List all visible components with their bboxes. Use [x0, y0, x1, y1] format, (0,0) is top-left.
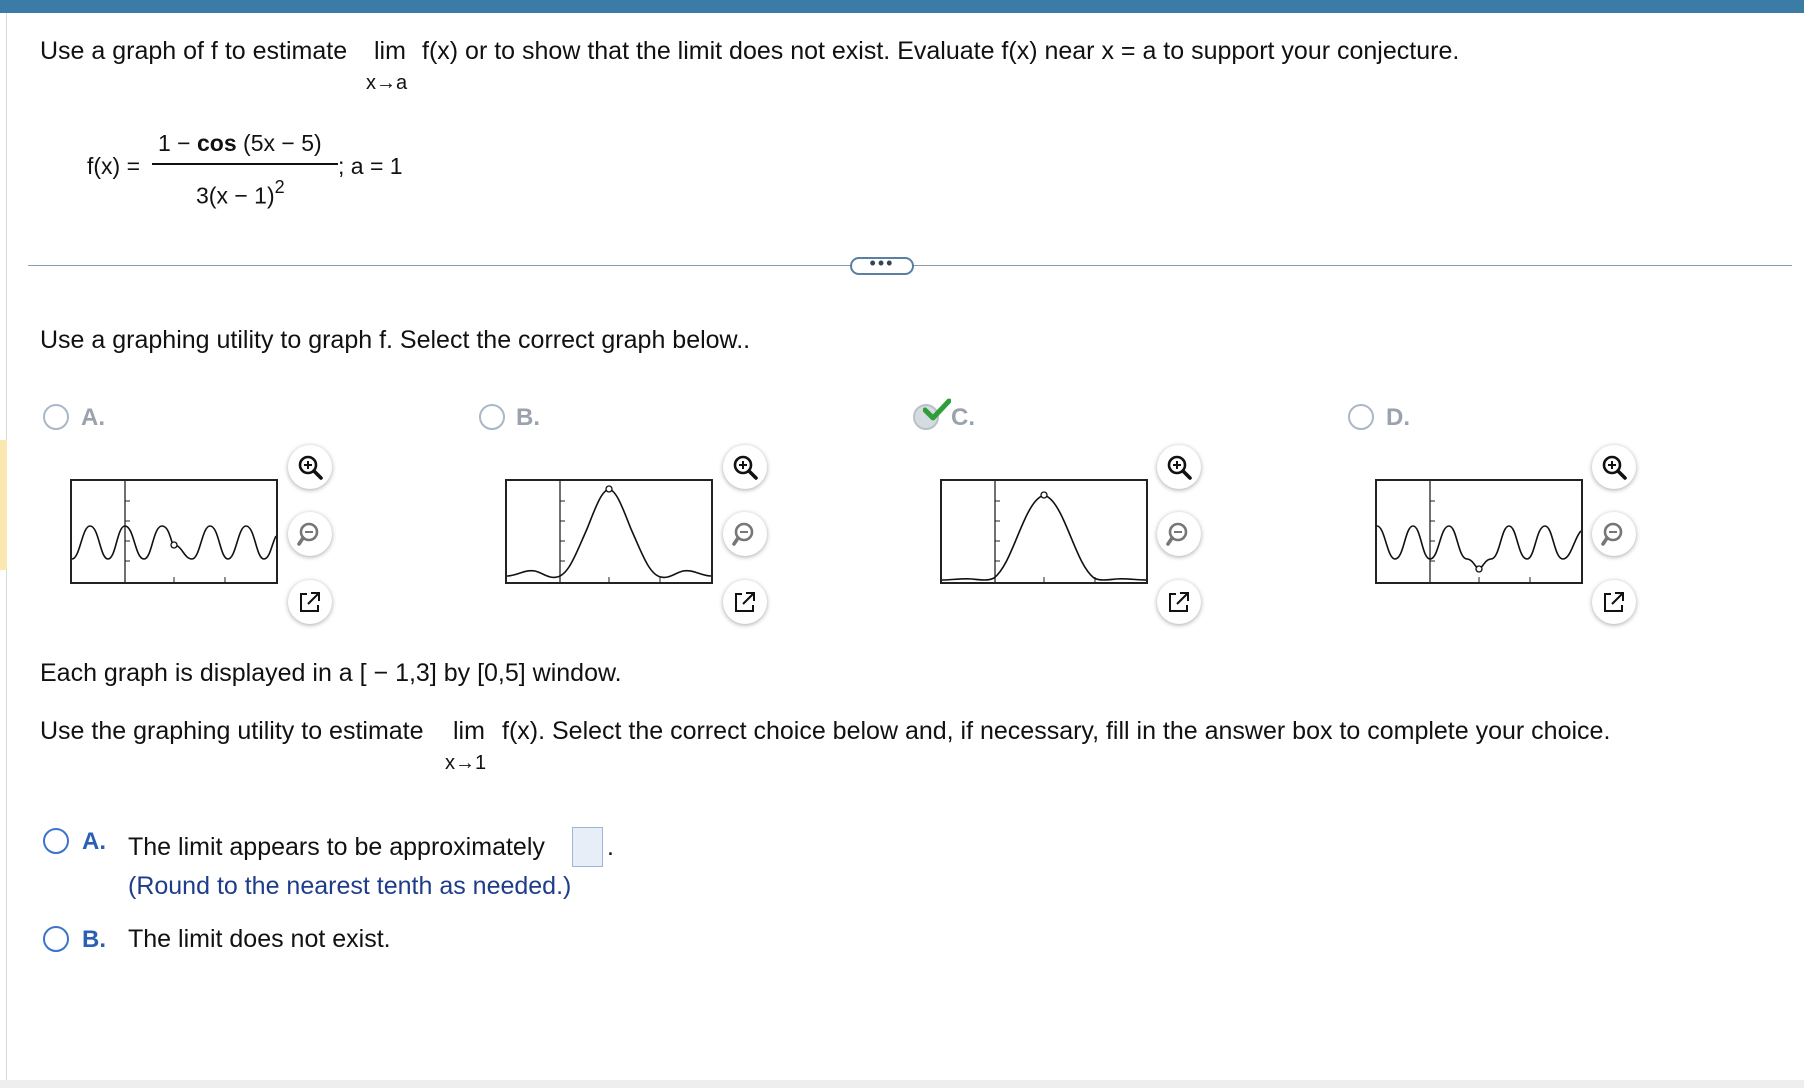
choice-a-period: . [607, 833, 614, 861]
limit-prompt-lim: lim [453, 717, 485, 745]
fraction-bar [152, 163, 338, 165]
open-graph-a-button[interactable] [288, 580, 332, 624]
zoom-in-c-button[interactable] [1157, 445, 1201, 489]
zoom-in-d-button[interactable] [1592, 445, 1636, 489]
limit-prompt-lim-subscript: x→1 [445, 752, 487, 774]
graph-option-a[interactable] [70, 479, 278, 584]
left-progress-marker [0, 440, 7, 570]
bottom-bar [0, 1080, 1804, 1088]
open-new-window-icon [732, 589, 758, 615]
choice-b-label: B. [82, 926, 106, 953]
open-graph-b-button[interactable] [723, 580, 767, 624]
zoom-in-b-button[interactable] [723, 445, 767, 489]
graph-option-a-label: A. [81, 404, 105, 431]
zoom-out-a-button[interactable] [288, 512, 332, 556]
graph-option-d[interactable] [1375, 479, 1583, 584]
graph-option-d-radio[interactable] [1348, 404, 1374, 430]
limit-prompt-end: f(x). Select the correct choice below and, if necessary, fill in the answer box to complete your choice. [502, 717, 1611, 745]
zoom-out-d-button[interactable] [1592, 512, 1636, 556]
top-bar [0, 0, 1804, 13]
zoom-in-icon [1166, 454, 1192, 480]
limit-prompt-start: Use the graphing utility to estimate [40, 717, 424, 745]
zoom-out-icon [1601, 521, 1627, 547]
expand-ellipsis-button[interactable]: ••• [850, 257, 914, 275]
function-lhs: f(x) = [87, 153, 141, 179]
open-new-window-icon [1166, 589, 1192, 615]
function-numerator: 1 − cos (5x − 5) [158, 130, 322, 156]
zoom-in-icon [297, 454, 323, 480]
limit-answer-input[interactable] [572, 827, 603, 867]
open-graph-c-button[interactable] [1157, 580, 1201, 624]
zoom-in-icon [732, 454, 758, 480]
choice-b-radio[interactable] [43, 926, 69, 952]
graph-option-b[interactable] [505, 479, 713, 584]
graph-option-c-label: C. [951, 404, 975, 431]
choice-a-text: The limit appears to be approximately [128, 833, 545, 861]
graph-option-c[interactable] [940, 479, 1148, 584]
graph-option-d-label: D. [1386, 404, 1410, 431]
open-new-window-icon [1601, 589, 1627, 615]
zoom-out-icon [297, 521, 323, 547]
question-text: f(x) or to show that the limit does not exist. Evaluate f(x) near x = a to support your conjecture. [422, 37, 1460, 65]
choice-b-text: The limit does not exist. [128, 925, 391, 953]
rounding-note: (Round to the nearest tenth as needed.) [128, 872, 572, 900]
question-intro: Use a graph of f to estimate [40, 37, 348, 65]
open-graph-d-button[interactable] [1592, 580, 1636, 624]
graph-option-b-label: B. [516, 404, 540, 431]
open-new-window-icon [297, 589, 323, 615]
window-note: Each graph is displayed in a [ − 1,3] by [0,5] window. [40, 659, 622, 687]
graph-option-a-radio[interactable] [43, 404, 69, 430]
function-parameter: ; a = 1 [338, 153, 403, 179]
graph-option-b-radio[interactable] [479, 404, 505, 430]
function-denominator: $3(x - 1)^2$ [196, 177, 285, 209]
zoom-in-icon [1601, 454, 1627, 480]
graph-prompt: Use a graphing utility to graph f. Select the correct graph below.. [40, 326, 751, 354]
zoom-out-b-button[interactable] [723, 512, 767, 556]
zoom-out-icon [732, 521, 758, 547]
choice-a-radio[interactable] [43, 828, 69, 854]
zoom-in-a-button[interactable] [288, 445, 332, 489]
question-lim: lim [374, 37, 406, 65]
choice-a-label: A. [82, 828, 106, 855]
zoom-out-icon [1166, 521, 1192, 547]
question-lim-subscript: x→a [366, 72, 408, 94]
check-icon [923, 398, 951, 422]
zoom-out-c-button[interactable] [1157, 512, 1201, 556]
